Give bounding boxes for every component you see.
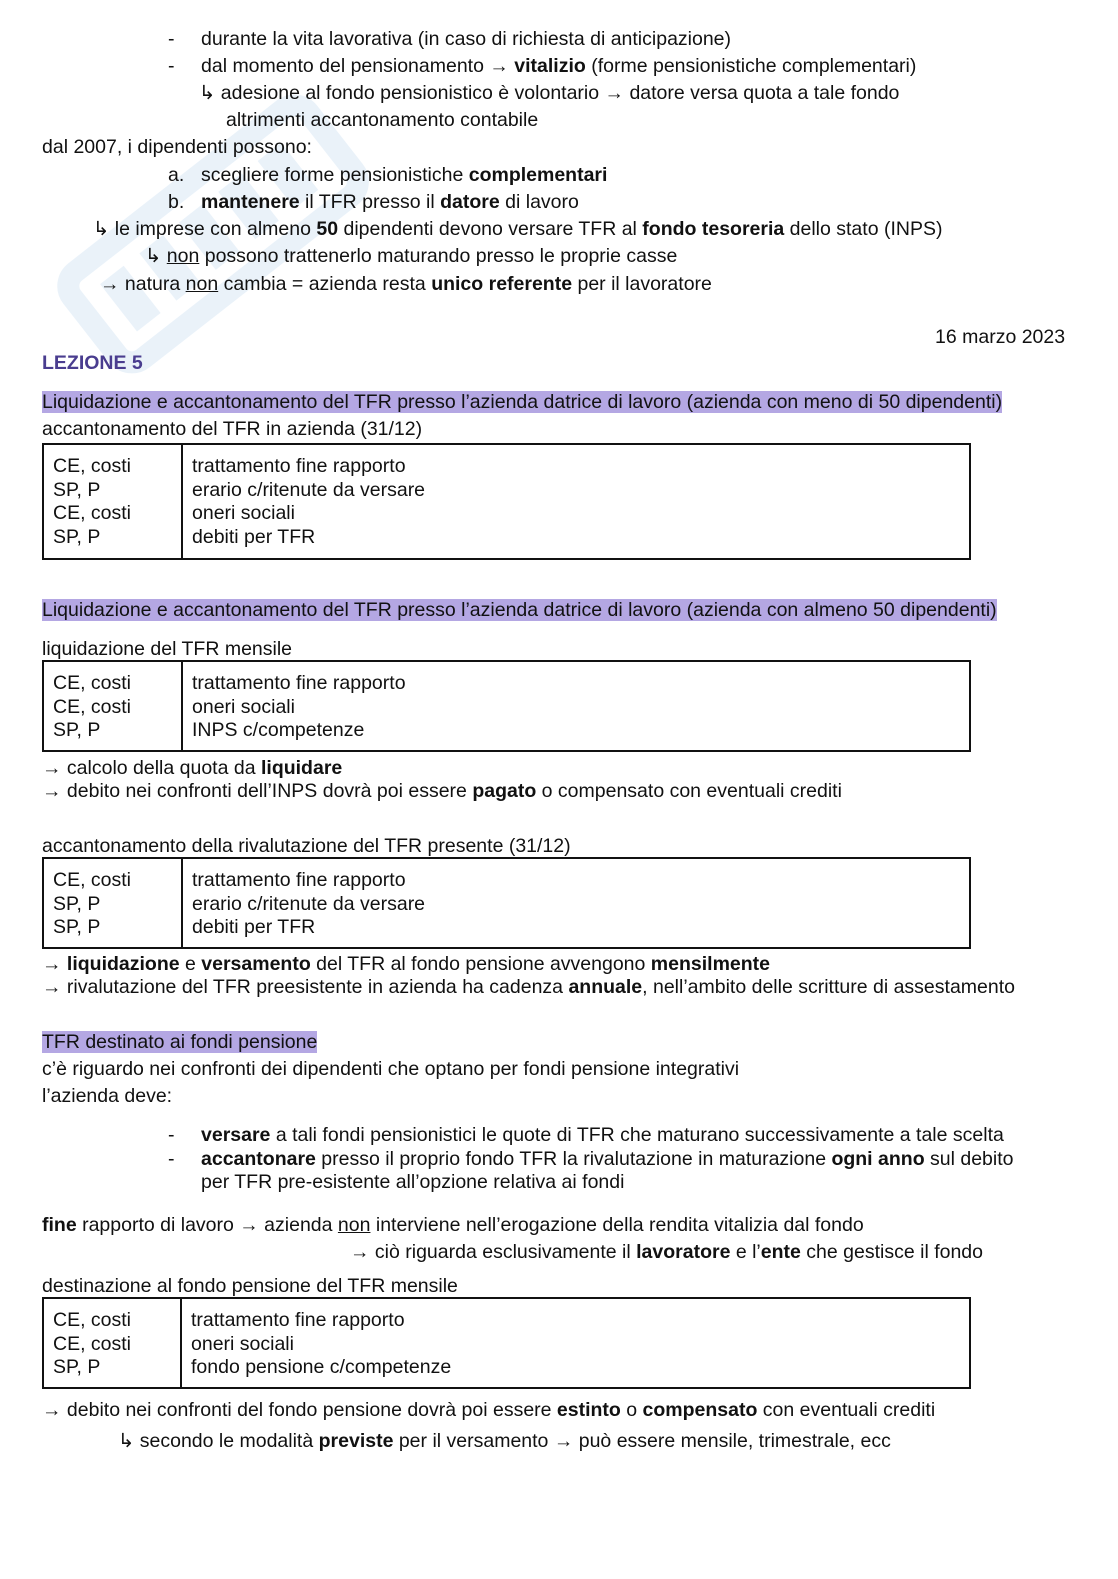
list-item: mantenere il TFR presso il datore di lavoro bbox=[201, 191, 579, 213]
subheading: accantonamento del TFR in azienda (31/12) bbox=[42, 418, 423, 440]
ledger-accounts bbox=[183, 859, 969, 947]
paragraph: fine rapporto di lavoro → azienda non interviene nell’erogazione della rendita vitalizia dal fondo bbox=[42, 1214, 864, 1236]
section-title: Liquidazione e accantonamento del TFR presso l’azienda datrice di lavoro (azienda con almeno 50 dipendenti) bbox=[42, 599, 997, 621]
paragraph: l’azienda deve: bbox=[42, 1085, 173, 1107]
sub-note: ↳ non possono trattenerlo maturando presso le proprie casse bbox=[145, 245, 678, 267]
list-item-continuation: per TFR pre-esistente all’opzione relativa ai fondi bbox=[201, 1171, 625, 1193]
arrow-note: → natura non cambia = azienda resta unico referente per il lavoratore bbox=[100, 273, 712, 295]
ledger-cell: SP, P bbox=[53, 719, 101, 741]
ledger-table bbox=[42, 660, 971, 752]
ledger-cell: erario c/ritenute da versare bbox=[192, 892, 426, 915]
ledger-cell: INPS c/competenze bbox=[192, 719, 365, 741]
ledger-cell: fondo pensione c/competenze bbox=[191, 1356, 452, 1378]
ledger-cell: CE, costi bbox=[53, 1332, 132, 1355]
arrow-note: → ciò riguarda esclusivamente il lavoratore e l’ente che gestisce il fondo bbox=[350, 1241, 983, 1263]
ledger-cell: trattamento fine rapporto bbox=[191, 1309, 405, 1331]
section-title: Liquidazione e accantonamento del TFR presso l’azienda datrice di lavoro (azienda con meno di 50 dipendenti) bbox=[42, 391, 1003, 413]
arrow-note: → debito nei confronti dell’INPS dovrà poi essere pagato o compensato con eventuali crediti bbox=[42, 780, 842, 802]
list-item: dal momento del pensionamento → vitalizio (forme pensionistiche complementari) bbox=[201, 55, 917, 77]
sub-note: ↳ adesione al fondo pensionistico è volontario → datore versa quota a tale fondo bbox=[199, 82, 900, 104]
dash-marker: - bbox=[168, 1148, 175, 1170]
ledger-cell: debiti per TFR bbox=[192, 525, 316, 548]
lesson-heading: LEZIONE 5 bbox=[42, 352, 143, 374]
ledger-cell: oneri sociali bbox=[191, 1332, 294, 1355]
ledger-cell: SP, P bbox=[53, 892, 101, 915]
ledger-cell: oneri sociali bbox=[192, 695, 295, 718]
sub-note: altrimenti accantonamento contabile bbox=[226, 109, 539, 131]
arrow-note: → debito nei confronti del fondo pensione dovrà poi essere estinto o compensato con eventuali crediti bbox=[42, 1399, 936, 1421]
ledger-table bbox=[42, 857, 971, 949]
ledger-cell: CE, costi bbox=[53, 672, 132, 694]
list-item: durante la vita lavorativa (in caso di richiesta di anticipazione) bbox=[201, 28, 732, 50]
ledger-cell: erario c/ritenute da versare bbox=[192, 478, 426, 501]
ledger-cell: debiti per TFR bbox=[192, 916, 316, 938]
arrow-note: → rivalutazione del TFR preesistente in azienda ha cadenza annuale, nell’ambito delle scritture di assestamento bbox=[42, 976, 1015, 998]
sub-note: ↳ secondo le modalità previste per il versamento → può essere mensile, trimestrale, ecc bbox=[118, 1430, 891, 1452]
ledger-account-types bbox=[44, 445, 183, 558]
ledger-table bbox=[42, 443, 971, 560]
dash-marker: - bbox=[168, 1124, 175, 1146]
subheading: liquidazione del TFR mensile bbox=[42, 638, 293, 660]
subheading: destinazione al fondo pensione del TFR mensile bbox=[42, 1275, 458, 1297]
dash-marker: - bbox=[168, 28, 175, 50]
ledger-cell: CE, costi bbox=[53, 455, 132, 477]
ledger-cell: CE, costi bbox=[53, 1309, 132, 1331]
arrow-note: → liquidazione e versamento del TFR al fondo pensione avvengono mensilmente bbox=[42, 953, 771, 975]
dash-marker: - bbox=[168, 55, 175, 77]
ledger-cell: oneri sociali bbox=[192, 502, 295, 524]
list-marker: b. bbox=[168, 191, 185, 213]
ledger-cell: SP, P bbox=[53, 916, 101, 938]
list-item: versare a tali fondi pensionistici le quote di TFR che maturano successivamente a tale scelta bbox=[201, 1124, 1004, 1146]
ledger-cell: CE, costi bbox=[53, 869, 132, 891]
sub-note: ↳ le imprese con almeno 50 dipendenti devono versare TFR al fondo tesoreria dello stato (INPS) bbox=[93, 218, 943, 240]
ledger-account-types bbox=[44, 1299, 182, 1387]
list-marker: a. bbox=[168, 164, 185, 186]
ledger-accounts bbox=[183, 662, 969, 750]
paragraph: c’è riguardo nei confronti dei dipendenti che optano per fondi pensione integrativi bbox=[42, 1058, 740, 1080]
lesson-date: 16 marzo 2023 bbox=[935, 326, 1066, 348]
ledger-accounts bbox=[182, 1299, 969, 1387]
ledger-cell: CE, costi bbox=[53, 502, 132, 524]
ledger-cell: SP, P bbox=[53, 478, 101, 501]
ledger-cell: trattamento fine rapporto bbox=[192, 869, 406, 891]
ledger-cell: SP, P bbox=[53, 1356, 101, 1378]
ledger-table bbox=[42, 1297, 971, 1389]
subheading: accantonamento della rivalutazione del TFR presente (31/12) bbox=[42, 835, 571, 857]
ledger-account-types bbox=[44, 859, 183, 947]
section-title: TFR destinato ai fondi pensione bbox=[42, 1031, 318, 1053]
ledger-cell: trattamento fine rapporto bbox=[192, 672, 406, 694]
ledger-cell: SP, P bbox=[53, 525, 101, 548]
ledger-account-types bbox=[44, 662, 183, 750]
ledger-cell: CE, costi bbox=[53, 695, 132, 718]
ledger-cell: trattamento fine rapporto bbox=[192, 455, 406, 477]
arrow-note: → calcolo della quota da liquidare bbox=[42, 757, 343, 779]
list-item: accantonare presso il proprio fondo TFR la rivalutazione in maturazione ogni anno sul debito bbox=[201, 1148, 1014, 1170]
ledger-accounts bbox=[183, 445, 969, 558]
paragraph: dal 2007, i dipendenti possono: bbox=[42, 136, 312, 158]
list-item: scegliere forme pensionistiche complementari bbox=[201, 164, 608, 186]
